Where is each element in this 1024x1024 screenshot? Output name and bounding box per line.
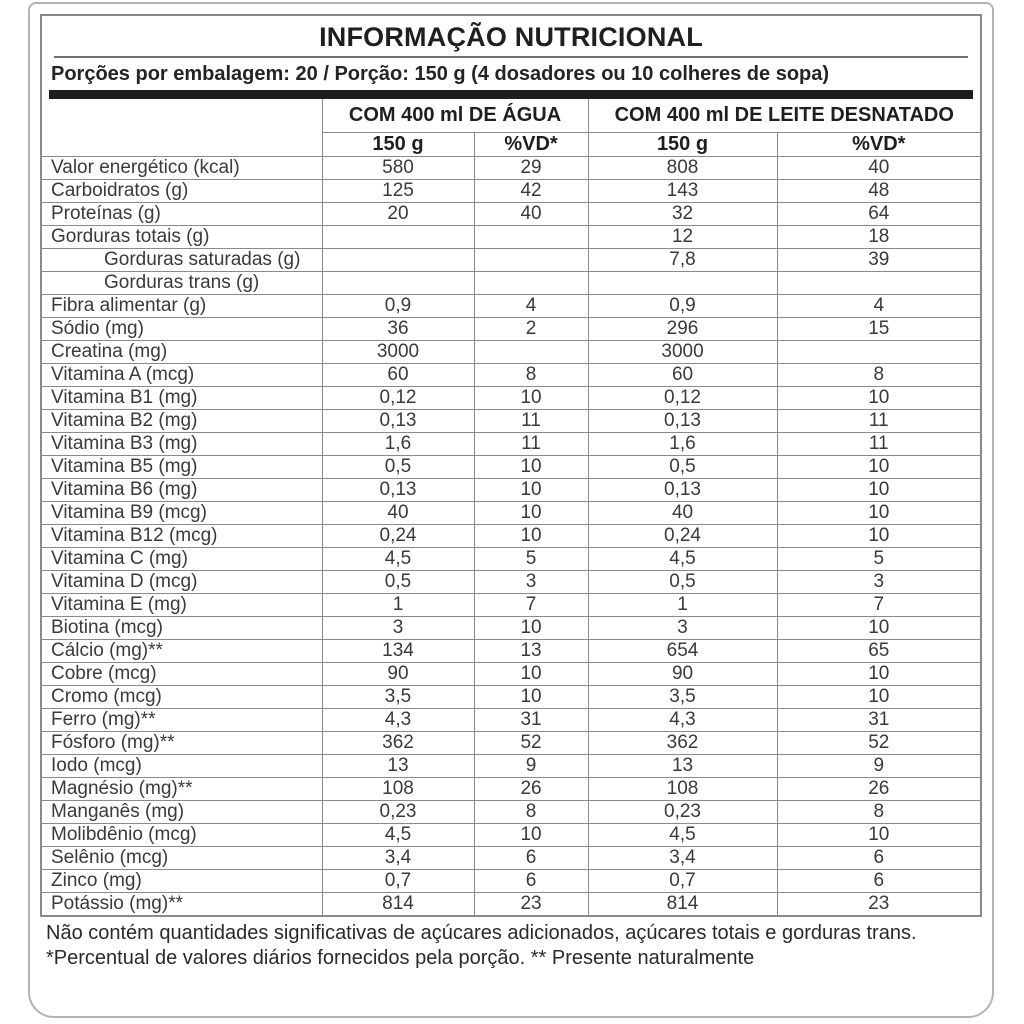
value-cell: 29: [474, 156, 588, 179]
table-row: [42, 708, 980, 731]
value-cell: 143: [588, 179, 777, 202]
table-header: [42, 99, 980, 156]
table-body: [42, 156, 980, 915]
nutrition-label-card: [28, 2, 994, 1018]
table-row: [42, 363, 980, 386]
value-cell: 0,5: [588, 455, 777, 478]
table-row: [42, 501, 980, 524]
value-cell: 108: [588, 777, 777, 800]
table-row: [42, 294, 980, 317]
nutrient-label: Gorduras totais (g): [42, 225, 322, 248]
value-cell: 362: [588, 731, 777, 754]
value-cell: 5: [777, 547, 980, 570]
value-cell: 1: [588, 593, 777, 616]
table-row: [42, 547, 980, 570]
value-cell: 3: [474, 570, 588, 593]
value-cell: 3,5: [588, 685, 777, 708]
nutrient-label: Vitamina B1 (mg): [42, 386, 322, 409]
value-cell: 0,13: [322, 478, 474, 501]
value-cell: 0,7: [322, 869, 474, 892]
value-cell: 0,23: [588, 800, 777, 823]
value-cell: 10: [474, 662, 588, 685]
table-row: [42, 156, 980, 179]
value-cell: 10: [777, 386, 980, 409]
table-row: [42, 248, 980, 271]
nutrient-label: Biotina (mcg): [42, 616, 322, 639]
column-group-row: [42, 99, 980, 132]
value-cell: 8: [474, 800, 588, 823]
value-cell: 10: [474, 386, 588, 409]
value-cell: 8: [777, 363, 980, 386]
value-cell: [322, 248, 474, 271]
value-cell: 10: [474, 823, 588, 846]
table-row: [42, 432, 980, 455]
column-header-milk-dv: %VD*: [777, 132, 980, 156]
value-cell: 0,23: [322, 800, 474, 823]
value-cell: 2: [474, 317, 588, 340]
value-cell: 1,6: [322, 432, 474, 455]
value-cell: 65: [777, 639, 980, 662]
value-cell: 4,5: [322, 547, 474, 570]
value-cell: 12: [588, 225, 777, 248]
value-cell: 9: [777, 754, 980, 777]
table-row: [42, 317, 980, 340]
value-cell: 1: [322, 593, 474, 616]
value-cell: 4,3: [322, 708, 474, 731]
nutrient-label: Creatina (mg): [42, 340, 322, 363]
value-cell: 10: [474, 478, 588, 501]
nutrient-label: Potássio (mg)**: [42, 892, 322, 915]
value-cell: 39: [777, 248, 980, 271]
value-cell: 10: [777, 501, 980, 524]
value-cell: 3,4: [588, 846, 777, 869]
value-cell: 125: [322, 179, 474, 202]
value-cell: [474, 225, 588, 248]
nutrition-table: [42, 99, 980, 915]
value-cell: 13: [474, 639, 588, 662]
value-cell: 4,5: [322, 823, 474, 846]
value-cell: 654: [588, 639, 777, 662]
nutrient-label: Iodo (mcg): [42, 754, 322, 777]
value-cell: 3: [588, 616, 777, 639]
nutrient-label: Vitamina B12 (mcg): [42, 524, 322, 547]
value-cell: 4,5: [588, 823, 777, 846]
value-cell: 13: [322, 754, 474, 777]
table-row: [42, 225, 980, 248]
nutrient-label: Vitamina A (mcg): [42, 363, 322, 386]
value-cell: 4,3: [588, 708, 777, 731]
value-cell: 10: [777, 455, 980, 478]
value-cell: 0,5: [322, 455, 474, 478]
nutrient-label: Vitamina B9 (mcg): [42, 501, 322, 524]
value-cell: 8: [777, 800, 980, 823]
value-cell: 90: [322, 662, 474, 685]
table-row: [42, 616, 980, 639]
value-cell: 5: [474, 547, 588, 570]
value-cell: 580: [322, 156, 474, 179]
table-row: [42, 340, 980, 363]
value-cell: 296: [588, 317, 777, 340]
value-cell: [322, 225, 474, 248]
value-cell: 52: [777, 731, 980, 754]
value-cell: 11: [777, 409, 980, 432]
nutrient-label: Vitamina B2 (mg): [42, 409, 322, 432]
value-cell: 10: [777, 616, 980, 639]
table-row: [42, 271, 980, 294]
value-cell: 10: [777, 478, 980, 501]
value-cell: 31: [777, 708, 980, 731]
value-cell: 20: [322, 202, 474, 225]
value-cell: 4: [777, 294, 980, 317]
nutrient-label: Manganês (mg): [42, 800, 322, 823]
value-cell: 362: [322, 731, 474, 754]
value-cell: 31: [474, 708, 588, 731]
value-cell: 3,5: [322, 685, 474, 708]
value-cell: 40: [588, 501, 777, 524]
table-row: [42, 823, 980, 846]
value-cell: [777, 271, 980, 294]
value-cell: 26: [777, 777, 980, 800]
nutrient-label: Cobre (mcg): [42, 662, 322, 685]
table-row: [42, 179, 980, 202]
value-cell: 11: [474, 432, 588, 455]
nutrient-label: Selênio (mcg): [42, 846, 322, 869]
label-title: INFORMAÇÃO NUTRICIONAL: [319, 22, 703, 52]
column-header-water-portion: 150 g: [322, 132, 474, 156]
value-cell: 15: [777, 317, 980, 340]
table-row: [42, 800, 980, 823]
value-cell: 4: [474, 294, 588, 317]
empty-header-cell: [42, 99, 322, 156]
value-cell: 40: [474, 202, 588, 225]
table-row: [42, 685, 980, 708]
value-cell: 134: [322, 639, 474, 662]
value-cell: 7: [474, 593, 588, 616]
column-group-water: COM 400 ml DE ÁGUA: [322, 99, 588, 132]
value-cell: 6: [474, 869, 588, 892]
value-cell: 60: [588, 363, 777, 386]
value-cell: 42: [474, 179, 588, 202]
value-cell: 18: [777, 225, 980, 248]
value-cell: 3: [777, 570, 980, 593]
table-row: [42, 892, 980, 915]
nutrient-label: Fibra alimentar (g): [42, 294, 322, 317]
value-cell: 814: [588, 892, 777, 915]
nutrient-label: Proteínas (g): [42, 202, 322, 225]
footnotes: [46, 921, 988, 971]
table-row: [42, 639, 980, 662]
value-cell: 10: [474, 524, 588, 547]
value-cell: 64: [777, 202, 980, 225]
value-cell: 8: [474, 363, 588, 386]
value-cell: 808: [588, 156, 777, 179]
value-cell: 10: [474, 685, 588, 708]
table-row: [42, 570, 980, 593]
value-cell: [474, 340, 588, 363]
value-cell: [474, 271, 588, 294]
value-cell: 3000: [322, 340, 474, 363]
value-cell: 10: [474, 455, 588, 478]
header-thick-bar: [49, 90, 973, 99]
table-row: [42, 478, 980, 501]
table-row: [42, 754, 980, 777]
value-cell: 32: [588, 202, 777, 225]
value-cell: [588, 271, 777, 294]
value-cell: 0,12: [322, 386, 474, 409]
nutrient-label: Vitamina E (mg): [42, 593, 322, 616]
value-cell: 23: [777, 892, 980, 915]
value-cell: 26: [474, 777, 588, 800]
table-row: [42, 731, 980, 754]
value-cell: 3000: [588, 340, 777, 363]
table-row: [42, 455, 980, 478]
value-cell: 36: [322, 317, 474, 340]
value-cell: 10: [777, 662, 980, 685]
value-cell: 23: [474, 892, 588, 915]
value-cell: 11: [474, 409, 588, 432]
value-cell: 814: [322, 892, 474, 915]
nutrient-label: Zinco (mg): [42, 869, 322, 892]
table-row: [42, 846, 980, 869]
value-cell: 0,13: [588, 409, 777, 432]
nutrient-label: Vitamina C (mg): [42, 547, 322, 570]
nutrient-label: Cálcio (mg)**: [42, 639, 322, 662]
table-row: [42, 662, 980, 685]
value-cell: 6: [777, 846, 980, 869]
nutrient-label: Carboidratos (g): [42, 179, 322, 202]
column-header-water-dv: %VD*: [474, 132, 588, 156]
table-row: [42, 777, 980, 800]
value-cell: 10: [777, 823, 980, 846]
nutrient-label: Vitamina B5 (mg): [42, 455, 322, 478]
value-cell: 3: [322, 616, 474, 639]
nutrient-label: Vitamina D (mcg): [42, 570, 322, 593]
nutrient-label: Gorduras trans (g): [42, 271, 322, 294]
value-cell: 7,8: [588, 248, 777, 271]
table-row: [42, 869, 980, 892]
value-cell: 0,9: [322, 294, 474, 317]
value-cell: 40: [322, 501, 474, 524]
value-cell: 13: [588, 754, 777, 777]
nutrient-label: Fósforo (mg)**: [42, 731, 322, 754]
value-cell: 48: [777, 179, 980, 202]
column-header-milk-portion: 150 g: [588, 132, 777, 156]
value-cell: 0,7: [588, 869, 777, 892]
column-group-milk: COM 400 ml DE LEITE DESNATADO: [588, 99, 980, 132]
value-cell: 0,5: [322, 570, 474, 593]
table-row: [42, 524, 980, 547]
value-cell: 6: [777, 869, 980, 892]
value-cell: 10: [777, 524, 980, 547]
servings-line: Porções por embalagem: 20 / Porção: 150 g (4 dosadores ou 10 colheres de sopa): [51, 63, 830, 85]
nutrient-label: Molibdênio (mcg): [42, 823, 322, 846]
nutrient-label: Sódio (mg): [42, 317, 322, 340]
value-cell: 0,9: [588, 294, 777, 317]
value-cell: 0,12: [588, 386, 777, 409]
table-row: [42, 202, 980, 225]
footnote-no-sugar: Não contém quantidades significativas de açúcares adicionados, açúcares totais e gorduras trans.: [46, 922, 917, 944]
table-row: [42, 593, 980, 616]
value-cell: 60: [322, 363, 474, 386]
value-cell: [474, 248, 588, 271]
nutrition-table-frame: [40, 14, 982, 917]
value-cell: 52: [474, 731, 588, 754]
nutrient-label: Cromo (mcg): [42, 685, 322, 708]
nutrient-label: Ferro (mg)**: [42, 708, 322, 731]
value-cell: 11: [777, 432, 980, 455]
value-cell: 9: [474, 754, 588, 777]
table-row: [42, 409, 980, 432]
value-cell: 90: [588, 662, 777, 685]
value-cell: 0,13: [322, 409, 474, 432]
value-cell: 4,5: [588, 547, 777, 570]
table-row: [42, 386, 980, 409]
value-cell: 10: [777, 685, 980, 708]
value-cell: 0,24: [588, 524, 777, 547]
nutrient-label: Magnésio (mg)**: [42, 777, 322, 800]
value-cell: 40: [777, 156, 980, 179]
nutrient-label: Vitamina B6 (mg): [42, 478, 322, 501]
nutrient-label: Gorduras saturadas (g): [42, 248, 322, 271]
value-cell: 10: [474, 616, 588, 639]
nutrient-label: Valor energético (kcal): [42, 156, 322, 179]
value-cell: 0,13: [588, 478, 777, 501]
value-cell: 0,5: [588, 570, 777, 593]
value-cell: 6: [474, 846, 588, 869]
value-cell: 0,24: [322, 524, 474, 547]
value-cell: 108: [322, 777, 474, 800]
value-cell: [777, 340, 980, 363]
value-cell: 1,6: [588, 432, 777, 455]
value-cell: 7: [777, 593, 980, 616]
value-cell: [322, 271, 474, 294]
value-cell: 10: [474, 501, 588, 524]
footnote-daily-values: *Percentual de valores diários fornecidos pela porção. ** Presente naturalmente: [46, 947, 755, 969]
value-cell: 3,4: [322, 846, 474, 869]
nutrient-label: Vitamina B3 (mg): [42, 432, 322, 455]
